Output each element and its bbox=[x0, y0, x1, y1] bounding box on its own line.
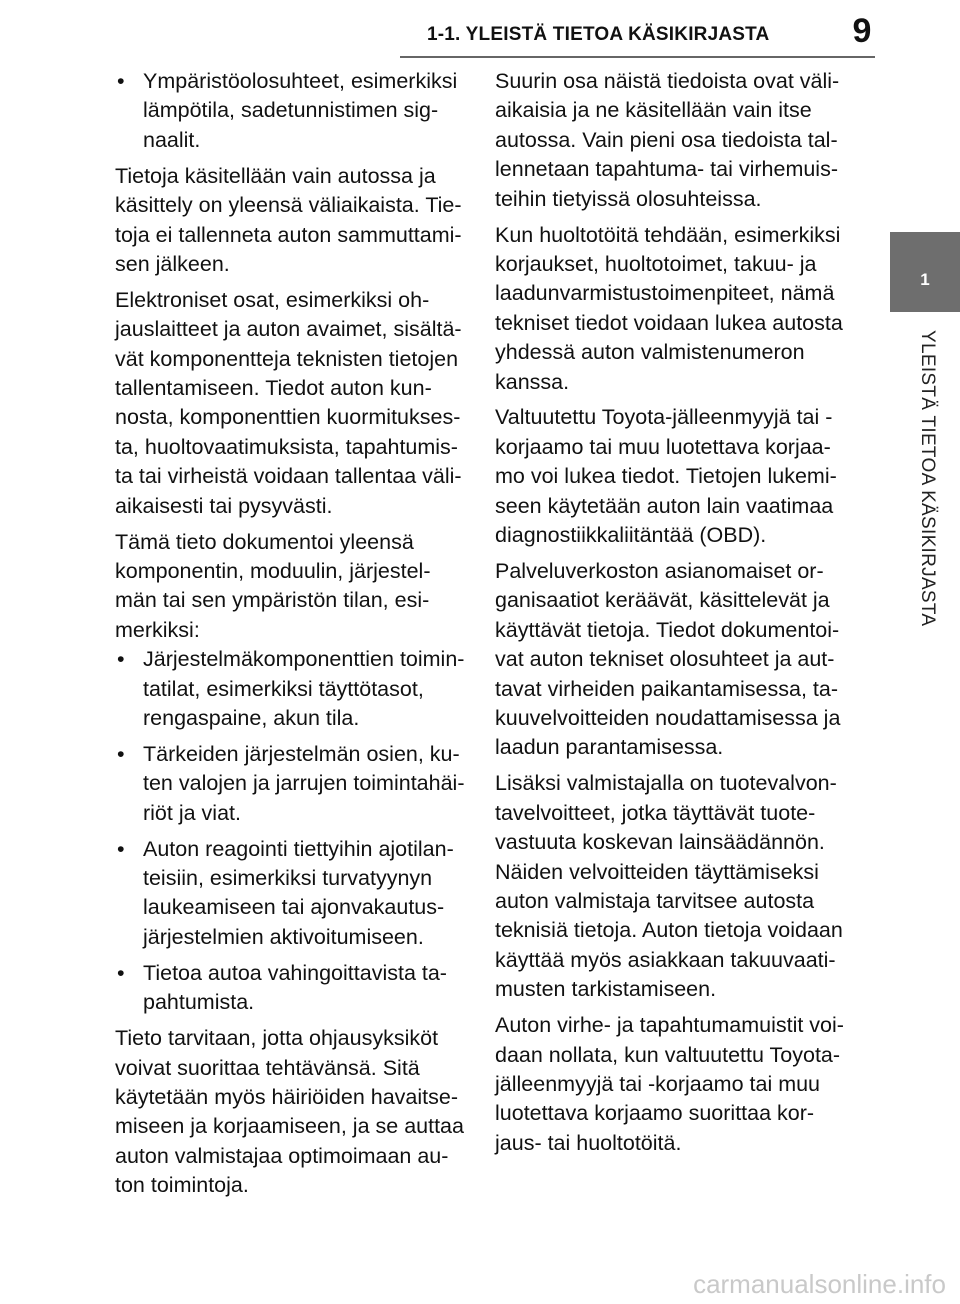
paragraph: Elektroniset osat, esimerkiksi oh-jauslaitteet ja auton avaimet, sisältä-vät komponentteja teknisten tietojen tallentamiseen. Tiedot auton kun-nosta, komponenttien kuormitukses-ta, huoltovaatimuksista, tapahtumis-ta tai virheistä voidaan tallentaa väli-aikaisesti tai pysyvästi. bbox=[115, 287, 462, 518]
paragraph: Tietoja käsitellään vain autossa ja käsittely on yleensä väliaikaista. Tie-toja ei tallenneta auton sammuttami-sen jälkeen. bbox=[115, 163, 462, 276]
list-item: • Tietoa autoa vahingoittavista ta-pahtumista. bbox=[115, 959, 470, 1018]
top-bullet-list bbox=[115, 67, 470, 155]
chapter-tab[interactable] bbox=[890, 232, 960, 312]
paragraph: Tämä tieto dokumentoi yleensä komponentin, moduulin, järjestel-män tai sen ympäristön tilan, esi-merkiksi: bbox=[115, 529, 431, 642]
paragraph: Valtuutettu Toyota-jälleenmyyjä tai -korjaamo tai muu luotettava korjaa-mo voi lukea tiedot. Tietojen lukemi-seen käytetään auton lain vaatimaa diagnostiikkaliitäntää (OBD). bbox=[495, 405, 837, 548]
list-item: • Auton reagointi tiettyihin ajotilan-teisiin, esimerkiksi turvatyynyn laukeamiseen tai ajonvakautus-järjestelmien aktivoitumiseen. bbox=[115, 835, 470, 953]
list-item: • Ympäristöolosuhteet, esimerkiksi lämpötila, sadetunnistimen sig-naalit. bbox=[115, 67, 470, 155]
chapter-label-text: YLEISTÄ TIETOA KÄSIKIRJASTA bbox=[917, 330, 938, 627]
left-column bbox=[115, 67, 470, 1207]
section-title: 1-1. YLEISTÄ TIETOA KÄSIKIRJASTA bbox=[427, 24, 770, 45]
list-item: • Tärkeiden järjestelmän osien, ku-ten valojen ja jarrujen toimintahäi-riöt ja viat. bbox=[115, 740, 470, 828]
right-column bbox=[495, 67, 850, 1165]
paragraph: Palveluverkoston asianomaiset or-ganisaatiot keräävät, käsittelevät ja käyttävät tietoja. Tiedot dokumentoi-vat auton tekniset olosuhteet ja aut-tavat virheiden paikantamisessa, ta-kuuvelvoitteiden noudattamisessa ja laadun parantamisessa. bbox=[495, 559, 841, 760]
chapter-number: 1 bbox=[920, 270, 930, 289]
paragraph: Suurin osa näistä tiedoista ovat väli-aikaisia ja ne käsitellään vain itse autossa. Vain pieni osa tiedoista tal-lennetaan tapahtuma- tai virhemuis-teihin tietyissä olosuhteissa. bbox=[495, 69, 840, 211]
paragraph: Lisäksi valmistajalla on tuotevalvon-tavelvoitteet, jotka täyttävät tuote-vastuuta koskevan lainsäädännön. Näiden velvoitteiden täyttämiseksi auton valmistaja tarvitsee autosta teknisiä tietoja. Auton tietoja voidaan käyttää myös asiakkaan takuuvaati-musten tarkistamiseen. bbox=[495, 771, 843, 1002]
paragraph: Auton virhe- ja tapahtumamuistit voi-daan nollata, kun valtuutettu Toyota-jälleenmyyjä tai -korjaamo tai muu luotettava korjaamo suorittaa kor-jaus- tai huoltotöitä. bbox=[495, 1013, 844, 1155]
paragraph: Kun huoltotöitä tehdään, esimerkiksi korjaukset, huoltotoimet, takuu- ja laadunvarmistustoimenpiteet, nämä tekniset tiedot voidaan lukea autosta yhdessä auton valmistenumeron kanssa. bbox=[495, 222, 843, 394]
chapter-side-label bbox=[894, 330, 956, 690]
list-item: • Järjestelmäkomponenttien toimin-tatilat, esimerkiksi täyttötasot, rengaspaine, akun tila. bbox=[115, 645, 470, 733]
watermark: carmanualsonline.info bbox=[693, 1269, 946, 1299]
page-number: 9 bbox=[852, 12, 872, 50]
bullet-list bbox=[115, 645, 470, 1017]
paragraph: Tieto tarvitaan, jotta ohjausyksiköt voivat suorittaa tehtävänsä. Sitä käytetään myös häiriöiden havaitse-miseen ja korjaamiseen, ja se auttaa auton valmistajaa optimoimaan au-ton toimintoja. bbox=[115, 1026, 464, 1198]
